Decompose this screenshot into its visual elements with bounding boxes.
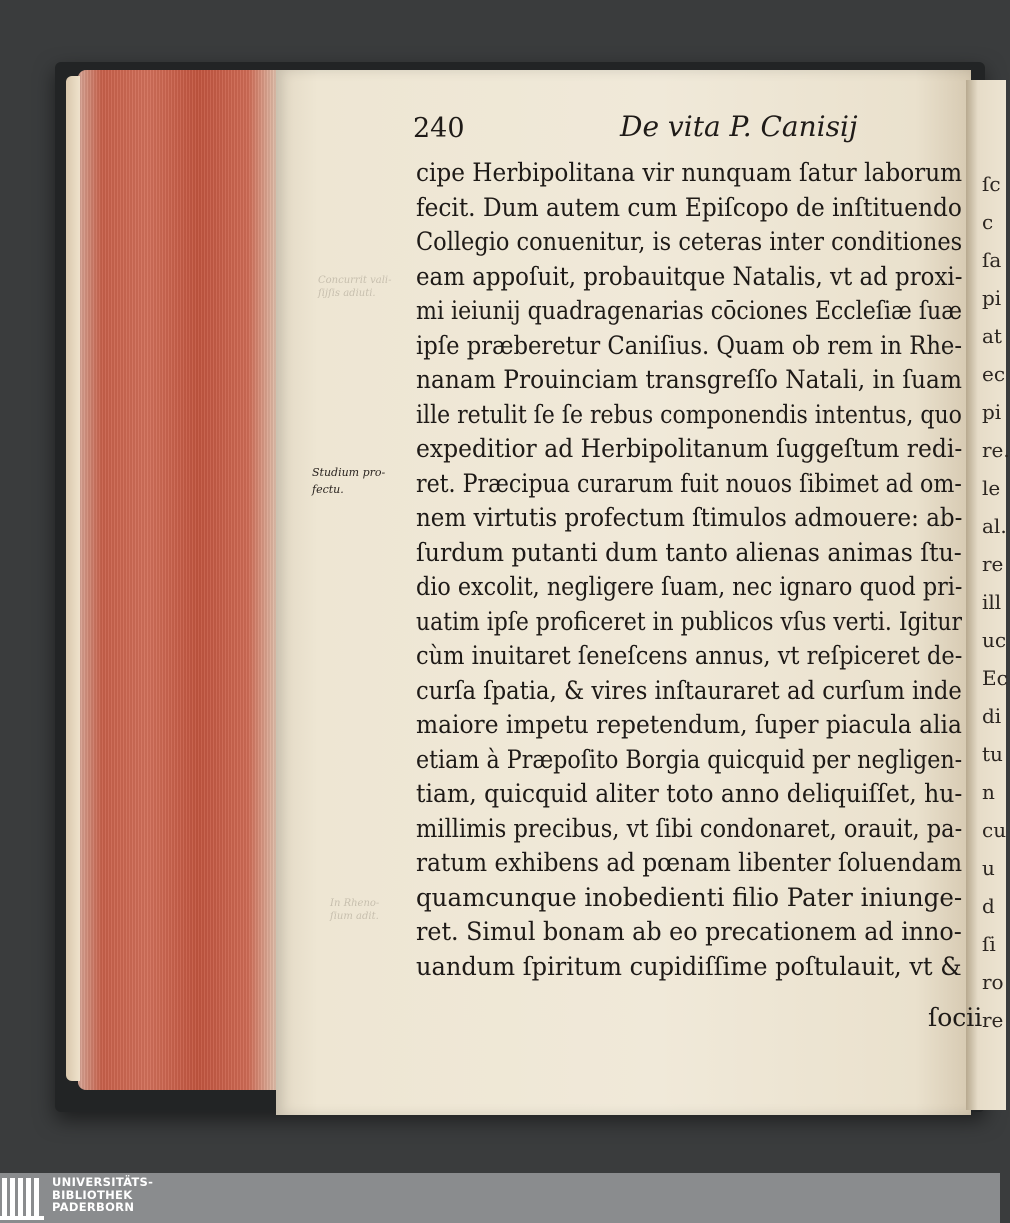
- library-logo-icon: [0, 1176, 46, 1222]
- text-line: fecit. Dum autem cum Epiſcopo de inſtituendo: [416, 192, 962, 222]
- next-page-fragment: ill: [982, 590, 1002, 614]
- next-page-fragment: tu: [982, 742, 1003, 766]
- text-line: ret. Simul bonam ab eo precationem ad inno-: [416, 917, 962, 946]
- text-line: tiam, quicquid aliter toto anno deliquiſſet, hu-: [416, 779, 963, 808]
- text-line: expeditior ad Herbipolitanum ſuggeſtum redi-: [416, 434, 963, 463]
- next-page-fragment: cu: [982, 818, 1007, 842]
- next-page-fragment: pi: [982, 286, 1002, 310]
- next-page-fragment: at: [982, 324, 1002, 348]
- text-line: uandum ſpiritum cupidiſſime poſtulauit, vt &: [416, 951, 962, 981]
- text-line: cipe Herbipolitana vir nunquam ſatur laborum: [416, 158, 963, 187]
- bleed-through-marginal-1: Concurrit vali- ſijſis adiuti.: [318, 275, 392, 299]
- next-page-fragment: ſa: [982, 248, 1002, 272]
- next-page-fragment: Ec: [982, 666, 1008, 690]
- text-line: dio excolit, negligere ſuam, nec ignaro quod pri-: [416, 572, 963, 601]
- text-line: maiore impetu repetendum, ſuper piacula alia: [416, 710, 962, 739]
- next-page-fragment: u: [982, 856, 995, 880]
- next-page-fragment: le: [982, 476, 1001, 500]
- next-page-fragment: d: [982, 894, 995, 918]
- text-line: etiam à Præpoſito Borgia quicquid per negligen-: [416, 744, 963, 774]
- text-line: quamcunque inobedienti filio Pater iniunge-: [416, 882, 963, 912]
- next-page-fragment: uc: [982, 628, 1007, 652]
- next-page-fragment: c: [982, 210, 994, 234]
- text-line: eam appoſuit, probauitque Natalis, vt ad proxi-: [416, 261, 963, 291]
- next-page-fragment: pi: [982, 400, 1002, 424]
- next-page-fragment: al.: [982, 514, 1007, 538]
- text-line: cùm inuitaret ſeneſcens annus, vt reſpiceret de-: [416, 641, 963, 670]
- text-line: ipſe præberetur Caniſius. Quam ob rem in Rhe-: [416, 330, 963, 360]
- footer-bar: [0, 1173, 1000, 1223]
- page-number: 240: [413, 113, 465, 144]
- next-page-fragment: re: [982, 1008, 1004, 1032]
- catchword: ſocii: [928, 1003, 983, 1032]
- text-line: ille retulit ſe ſe rebus componendis intentus, quo: [416, 399, 962, 429]
- next-page-fragment: ſi: [982, 932, 996, 956]
- next-page-fragment: di: [982, 704, 1002, 728]
- text-line: ratum exhibens ad pœnam libenter ſoluendam: [416, 848, 963, 877]
- next-page-fragment: re: [982, 552, 1004, 576]
- marginal-note-line: Studium pro-: [312, 466, 386, 479]
- next-page-fragment: n: [982, 780, 995, 804]
- text-line: ſurdum putanti dum tanto alienas animas ſtu-: [416, 537, 962, 567]
- next-page-fragment: ec: [982, 362, 1006, 386]
- text-line: uatim ipſe proficeret in publicos vſus verti. Igitur: [416, 606, 962, 636]
- logo-line: PADERBORN: [52, 1200, 135, 1215]
- logo-line: UNIVERSITÄTS-: [52, 1175, 154, 1189]
- right-page-edge: [966, 80, 1010, 1110]
- text-line: ret. Præcipua curarum fuit nouos ſibimet ad om-: [416, 468, 962, 498]
- bleed-through-marginal-2: In Rheno- ſium adit.: [330, 898, 380, 922]
- next-page-fragment: ro: [982, 970, 1004, 994]
- book-fore-edge: [78, 70, 278, 1090]
- running-title: De vita P. Canisij: [620, 110, 858, 143]
- next-page-fragment: ſc: [982, 172, 1001, 196]
- next-page-fragment: re.: [982, 438, 1010, 462]
- library-logo-text: [52, 1176, 153, 1214]
- marginal-note: [312, 465, 385, 498]
- text-line: mi ieiunij quadragenarias cōciones Eccleſiæ ſuæ: [416, 296, 962, 325]
- marginal-note-line: fectu.: [312, 482, 344, 496]
- text-line: millimis precibus, vt ſibi condonaret, orauit, pa-: [416, 813, 963, 843]
- text-line: nem virtutis profectum ſtimulos admouere: ab-: [416, 503, 963, 532]
- text-line: Collegio conuenitur, is ceteras inter conditiones: [416, 227, 963, 256]
- logo-line: BIBLIOTHEK: [52, 1187, 133, 1202]
- text-line: curſa ſpatia, & vires inſtauraret ad curſum inde: [416, 675, 962, 705]
- text-line: nanam Prouinciam transgreſſo Natali, in ſuam: [416, 365, 962, 394]
